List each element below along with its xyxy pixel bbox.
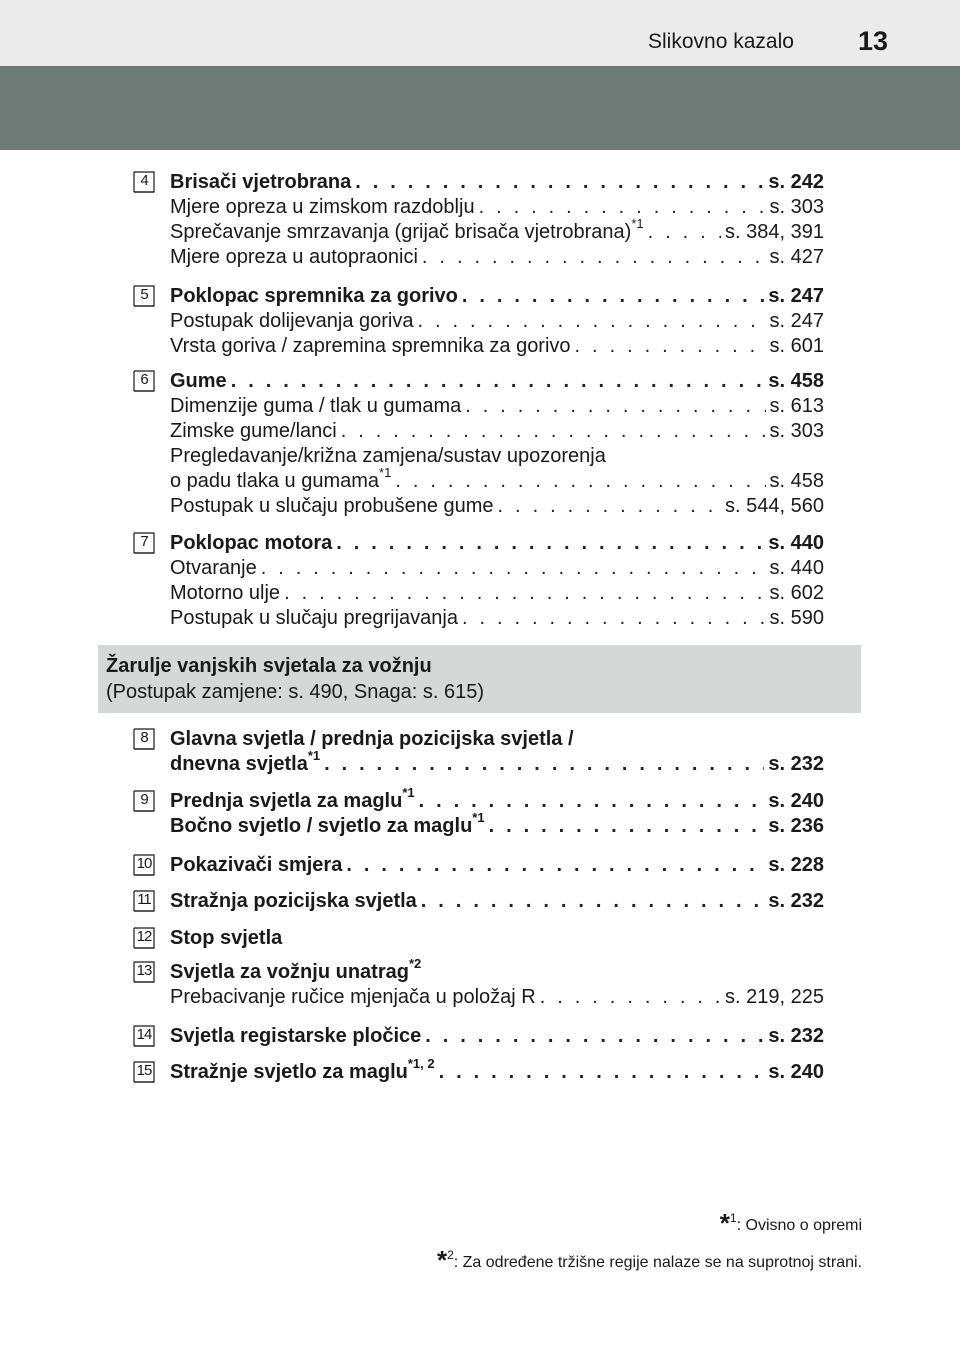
entry-title-row [170,1024,824,1049]
entry-label [170,889,417,914]
entry-label [170,556,257,581]
entry-label-text: Prebacivanje ručice mjenjača u položaj R [170,986,536,1008]
entry-label-text: Postupak dolijevanja goriva [170,310,414,332]
dot-leader [261,556,766,581]
entry-sub-row [170,444,824,469]
callout-marker-number: 14 [136,1026,152,1043]
dot-leader [479,195,766,220]
callout-marker-number: 7 [140,533,148,550]
entry-sub-row [170,581,824,606]
callout-marker [133,728,155,750]
dot-leader [425,1024,764,1049]
entry-title-row [170,170,824,195]
dot-leader [346,853,764,878]
entry-label [170,284,458,309]
entry-label [170,216,644,245]
callout-marker [133,927,155,949]
dot-leader [421,889,765,914]
page-reference[interactable]: s. 303 [769,196,824,218]
callout-marker [133,854,155,876]
header-band [0,66,960,150]
page-reference[interactable]: s. 240 [768,790,824,812]
entry-title-row [170,531,824,556]
callout-marker-number: 13 [136,962,152,979]
entry-title-row [170,889,824,914]
dot-leader [341,419,766,444]
entry-title-row [170,956,824,985]
entry-label-text: Postupak u slučaju probušene gume [170,495,494,517]
callout-marker-number: 10 [136,855,152,872]
entry-label [170,170,351,195]
entry-sub-row [170,419,824,444]
index-entry [170,727,824,777]
callout-marker [133,961,155,983]
entry-label [170,581,280,606]
entry-label-text: Svjetla registarske pločice [170,1025,422,1047]
footnote-ref: *1 [472,810,485,826]
entry-label [170,785,415,814]
page-reference[interactable]: s. 601 [769,335,824,357]
entry-label [170,394,461,419]
index-entry [170,853,824,878]
dot-leader [422,245,766,270]
page-reference[interactable]: s. 384, 391 [725,221,824,243]
entry-title-row [170,785,824,814]
entry-label [170,465,392,494]
entry-sub-row [170,465,824,494]
callout-marker [133,370,155,392]
footnote-ref: *1 [379,465,392,481]
entry-label [170,309,414,334]
index-entry [170,956,824,1010]
footnote-ref: *1, 2 [407,1056,435,1072]
dot-leader [336,531,764,556]
dot-leader [648,220,721,245]
footnote-1 [720,1206,862,1237]
entry-label-text: o padu tlaka u gumama [170,470,380,492]
entry-label [170,494,494,519]
entry-label [170,369,227,394]
dot-leader [355,170,764,195]
index-entry [170,889,824,914]
dot-leader [465,394,765,419]
entry-sub-row [170,216,824,245]
entry-label [170,748,321,777]
entry-label-text: Postupak u slučaju pregrijavanja [170,607,458,629]
entry-label-text: Brisači vjetrobrana [170,171,352,193]
entry-label-text: Svjetla za vožnju unatrag [170,961,409,983]
page-reference[interactable]: s. 440 [768,532,824,554]
entry-label [170,985,536,1010]
entry-label-text: Stražnje svjetlo za maglu [170,1061,408,1083]
callout-marker [133,285,155,307]
dot-leader [418,309,766,334]
callout-marker-number: 8 [140,729,148,746]
entry-label-text: Mjere opreza u autopraonici [170,246,418,268]
entry-label-text: Prednja svjetla za maglu [170,790,403,812]
entry-label-text: Poklopac motora [170,532,333,554]
footnote-number: 2 [447,1247,454,1262]
entry-sub-row [170,394,824,419]
entry-label-text: dnevna svjetla [170,753,308,775]
index-entry [170,1056,824,1085]
entry-label [170,1024,421,1049]
entry-sub-row [170,494,824,519]
callout-marker-number: 4 [140,172,148,189]
footnote-2 [437,1243,862,1274]
entry-label [170,926,282,951]
footnote-star: * [719,1208,730,1238]
page-reference[interactable]: s. 232 [768,753,824,775]
dot-leader [498,494,721,519]
entry-label-text: Pregledavanje/križna zamjena/sustav upozorenja [170,445,606,467]
entry-label-text: Gume [170,370,227,392]
page-reference[interactable]: s. 602 [769,582,824,604]
entry-label [170,810,485,839]
entry-label [170,334,571,359]
footnote-text: : Za određene tržišne regije nalaze se na suprotnoj strani. [453,1254,862,1271]
callout-marker [133,890,155,912]
footnote-text: : Ovisno o opremi [736,1217,862,1234]
callout-marker [133,171,155,193]
section-header-box [98,645,861,713]
callout-marker-number: 6 [140,371,148,388]
index-entry [170,926,824,951]
header-strip [0,0,960,66]
dot-leader [284,581,765,606]
entry-label-text: Bočno svjetlo / svjetlo za maglu [170,815,473,837]
entry-label-text: Stražnja pozicijska svjetla [170,890,417,912]
entry-sub-row [170,334,824,359]
entry-label-text: Pokazivači smjera [170,854,343,876]
entry-label-text: Mjere opreza u zimskom razdoblju [170,196,475,218]
page-reference[interactable]: s. 458 [768,370,824,392]
dot-leader [439,1060,765,1085]
entry-sub-row [170,195,824,220]
footnote-ref: *1 [631,216,644,232]
entry-label-text: Otvaranje [170,557,257,579]
footnote-star: * [436,1245,448,1275]
page-reference[interactable]: s. 440 [769,557,824,579]
entry-sub-row [170,606,824,631]
callout-marker-number: 5 [140,286,148,303]
page-reference[interactable]: s. 303 [769,420,824,442]
entry-title-row [170,1056,824,1085]
footnote-ref: *1 [402,785,415,801]
entry-title-row [170,369,824,394]
entry-title-row [170,810,824,839]
page-reference[interactable]: s. 236 [768,815,824,837]
dot-leader [489,814,765,839]
entry-label [170,853,342,878]
entry-title-row [170,853,824,878]
page-reference[interactable]: s. 613 [769,395,824,417]
callout-marker-number: 11 [137,891,151,908]
entry-sub-row [170,245,824,270]
entry-label-text: Stop svjetla [170,927,283,949]
callout-marker [133,1025,155,1047]
callout-marker [133,790,155,812]
entry-sub-row [170,985,824,1010]
entry-title-row [170,727,824,752]
page-reference[interactable]: s. 247 [769,310,824,332]
entry-label [170,727,574,752]
callout-marker-number: 15 [136,1062,152,1079]
footnote-ref: *1 [307,748,321,764]
footnote-ref: *2 [408,956,422,972]
page-reference[interactable]: s. 219, 225 [725,986,824,1008]
dot-leader [575,334,766,359]
index-entry [170,1024,824,1049]
page-reference[interactable]: s. 232 [768,1025,824,1047]
dot-leader [324,752,764,777]
entry-label [170,956,422,985]
callout-marker [133,1061,155,1083]
entry-label-text: Motorno ulje [170,582,281,604]
callout-marker-number: 9 [140,791,148,808]
callout-marker-number: 12 [136,928,152,945]
entry-label-text: Vrsta goriva / zapremina spremnika za gorivo [170,335,571,357]
entry-label [170,195,475,220]
page-reference[interactable]: s. 247 [768,285,824,307]
index-entry [170,170,824,270]
entry-title-row [170,748,824,777]
callout-marker [133,532,155,554]
dot-leader [395,469,765,494]
dot-leader [419,789,765,814]
page-reference[interactable]: s. 590 [769,607,824,629]
page-reference[interactable]: s. 242 [768,171,824,193]
page-reference[interactable]: s. 427 [769,246,824,268]
page-reference[interactable]: s. 228 [768,854,824,876]
entry-label-text: Zimske gume/lanci [170,420,337,442]
entry-sub-row [170,556,824,581]
page-reference[interactable]: s. 458 [769,470,824,492]
index-entry [170,531,824,631]
page-number: 13 [858,26,889,56]
section-subtitle: (Postupak zamjene: s. 490, Snaga: s. 615) [106,681,484,703]
entry-title-row [170,284,824,309]
index-entry [170,369,824,519]
index-entry [170,785,824,839]
entry-label [170,531,332,556]
entry-label-text: Dimenzije guma / tlak u gumama [170,395,462,417]
entry-label [170,245,418,270]
entry-label [170,606,458,631]
entry-label-text: Sprečavanje smrzavanja (grijač brisača vjetrobrana) [170,221,632,243]
page-reference[interactable]: s. 544, 560 [725,495,824,517]
entry-label [170,1056,435,1085]
page-header-title: Slikovno kazalo [648,30,794,53]
page-reference[interactable]: s. 232 [768,890,824,912]
dot-leader [462,606,766,631]
dot-leader [462,284,765,309]
dot-leader [231,369,765,394]
page-reference[interactable]: s. 240 [768,1061,824,1083]
entry-sub-row [170,309,824,334]
section-title: Žarulje vanjskih svjetala za vožnju [106,655,432,677]
index-entry [170,284,824,359]
entry-title-row [170,926,824,951]
entry-label-text: Poklopac spremnika za gorivo [170,285,458,307]
dot-leader [540,985,721,1010]
footnote-number: 1 [729,1210,737,1225]
entry-label [170,419,337,444]
entry-label-text: Glavna svjetla / prednja pozicijska svjetla / [170,728,574,750]
